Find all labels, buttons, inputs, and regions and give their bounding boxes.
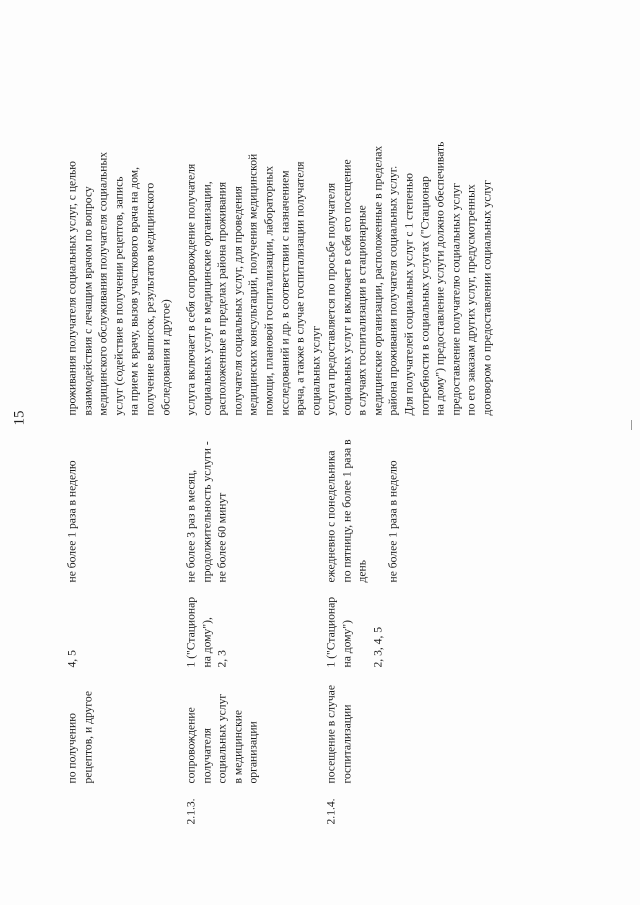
service-name: посещение в случае госпитализации — [324, 684, 353, 783]
service-number: 2.1.4. — [324, 797, 337, 824]
service-frequency: не более 3 раз в месяц, продолжительность услуги - не более 60 минут — [184, 440, 229, 582]
service-description: услуга включает в себя сопровождение получателя социальных услуг в медицинские организации, расположенные в пределах района проживания получателя социальных услуг, для проведения медицинских консультаций, получения медицинской помощи, плановой госпитализации, лабораторных исследований и др. в соответствии с назначением врача, а также в случае госпитализации получателя социальных услуг — [184, 153, 322, 415]
service-form: 4, 5 — [65, 649, 78, 667]
service-form: 1 ("Стационар на дому") 2, 3, 4, 5 — [324, 596, 384, 667]
service-description: проживания получателя социальных услуг, с целью взаимодействия с лечащим врачом по вопросу медицинского обслуживания получателя социальных услуг (содействие в получении рецептов, запись на прием к врачу, вызов участкового врача на дом, получение выписок, результатов медицинского обследования и другое) — [65, 151, 172, 415]
service-form: 1 ("Стационар на дому"), 2, 3 — [184, 596, 229, 667]
service-name: по получению рецептов, и другое — [65, 690, 94, 783]
page-number: 15 — [11, 410, 27, 425]
service-frequency: ежедневно с понедельника по пятницу, не более 1 раза в день не более 1 раза в неделю — [324, 438, 400, 582]
service-frequency: не более 1 раза в неделю — [65, 459, 78, 582]
service-description: услуга предоставляется по просьбе получателя социальных услуг и включает в себя его посещение в случаях госпитализации в стационарные медицинские организации, расположенные в пределах района проживания получателя социальных услуг. Для получателей социальных услуг с 1 степенью потребности в социальных услугах ("Стационар на дому") предоставление услуги должно обеспечивать предоставление получателю социальных услуг по его заказам других услуг, предусмотренных договором о предоставлении социальных услуг — [324, 141, 493, 415]
service-number: 2.1.3. — [184, 797, 197, 824]
service-name: сопровождение получателя социальных услуг в медицинские организации — [184, 693, 260, 783]
